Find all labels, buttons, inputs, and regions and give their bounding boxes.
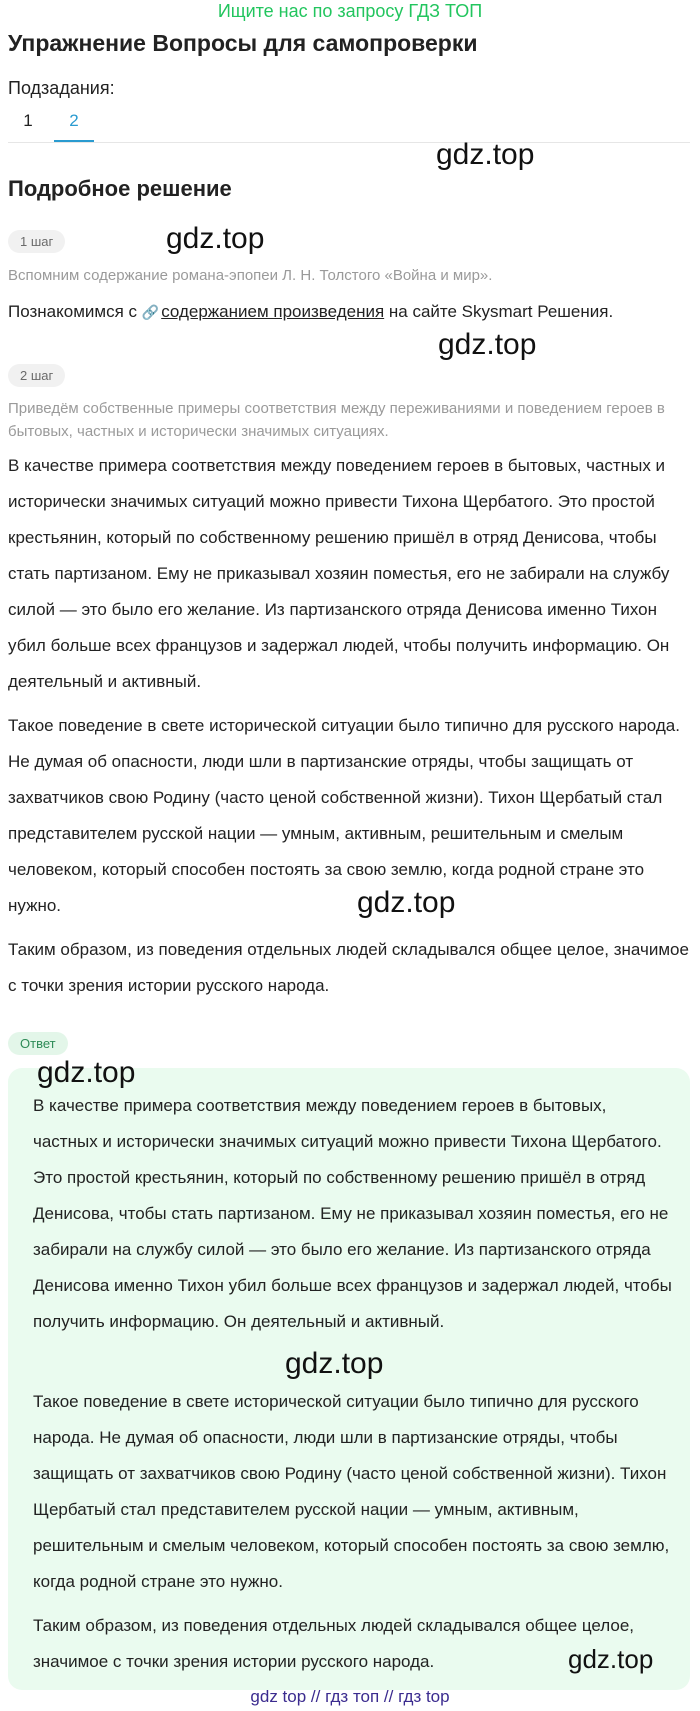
subtasks-label: Подзадания: — [8, 78, 115, 98]
answer-badge: Ответ — [8, 1032, 68, 1055]
watermark: gdz.top — [166, 222, 265, 255]
step-1-text-after: на сайте Skysmart Решения. — [388, 302, 614, 321]
tab-subtask-1[interactable]: 1 — [23, 111, 33, 130]
section-title: Подробное решение — [8, 176, 232, 201]
step-2-badge: 2 шаг — [8, 364, 65, 387]
answer-paragraph-3: Таким образом, из поведения отдельных людей складывался общее целое, значимое с точки зрения истории русского народа. — [33, 1616, 634, 1671]
footer: gdz top // гдз топ // гдз top — [250, 1687, 450, 1706]
step-2-paragraph-1: В качестве примера соответствия между поведением героев в бытовых, частных и исторически значимых ситуаций можно привести Тихона Щербатого. Это простой крестьянин, который по собственному решению пришёл в отряд Денисова, чтобы стать партизаном. Ему не приказывал хозяин поместья, его не забирали на службу силой — это было его желание. Из партизанского отряда Денисова именно Тихон убил больше всех французов и задержал людей, чтобы получить информацию. Он деятельный и активный. — [8, 456, 670, 691]
watermark: gdz.top — [37, 1056, 136, 1089]
step-2-paragraph-2: Такое поведение в свете исторической ситуации было типично для русского народа. Не думая об опасности, люди шли в партизанские отряды, чтобы защищать от захватчиков свою Родину (часто ценой собственной жизни). Тихон Щербатый стал представителем русской нации — умным, активным, решительным и смелым человеком, который способен постоять за свою землю, когда родной стране это нужно. — [8, 716, 680, 915]
watermark: gdz.top — [436, 138, 535, 171]
step-2-hint: Приведём собственные примеры соответствия между переживаниями и поведением героев в бытовых, частных и исторически значимых ситуациях. — [8, 400, 665, 440]
answer-paragraph-2: Такое поведение в свете исторической ситуации было типично для русского народа. Не думая об опасности, люди шли в партизанские отряды, чтобы защищать от захватчиков свою Родину (часто ценой собственной жизни). Тихон Щербатый стал представителем русской нации — умным, активным, решительным и смелым человеком, который способен постоять за свою землю, когда родной стране это нужно. — [33, 1392, 670, 1591]
link-icon: 🔗 — [141, 304, 160, 320]
answer-paragraph-1: В качестве примера соответствия между поведением героев в бытовых, частных и исторически значимых ситуаций можно привести Тихона Щербатого. Это простой крестьянин, который по собственному решению пришёл в отряд Денисова, чтобы стать партизаном. Ему не приказывал хозяин поместья, его не забирали на службу силой — это было его желание. Из партизанского отряда Денисова именно Тихон убил больше всех французов и задержал людей, чтобы получить информацию. Он деятельный и активный. — [33, 1096, 672, 1331]
watermark: gdz.top — [285, 1347, 384, 1380]
step-1-text — [8, 294, 690, 330]
step-1-badge: 1 шаг — [8, 230, 65, 253]
subtask-tabs — [8, 106, 690, 143]
content-link[interactable]: содержанием произведения — [161, 302, 385, 321]
watermark: gdz.top — [357, 886, 456, 919]
watermark: gdz.top — [568, 1644, 654, 1674]
top-banner: Ищите нас по запросу ГДЗ ТОП — [217, 1, 483, 21]
step-1-hint: Вспомним содержание романа-эпопеи Л. Н. Толстого «Война и мир». — [8, 267, 493, 284]
tab-subtask-2[interactable]: 2 — [54, 106, 94, 142]
page-title: Упражнение Вопросы для самопроверки — [8, 30, 478, 56]
watermark: gdz.top — [438, 328, 537, 361]
step-1-text-before: Познакомимся с — [8, 302, 138, 321]
step-2-paragraph-3: Таким образом, из поведения отдельных людей складывался общее целое, значимое с точки зрения истории русского народа. — [8, 940, 689, 995]
